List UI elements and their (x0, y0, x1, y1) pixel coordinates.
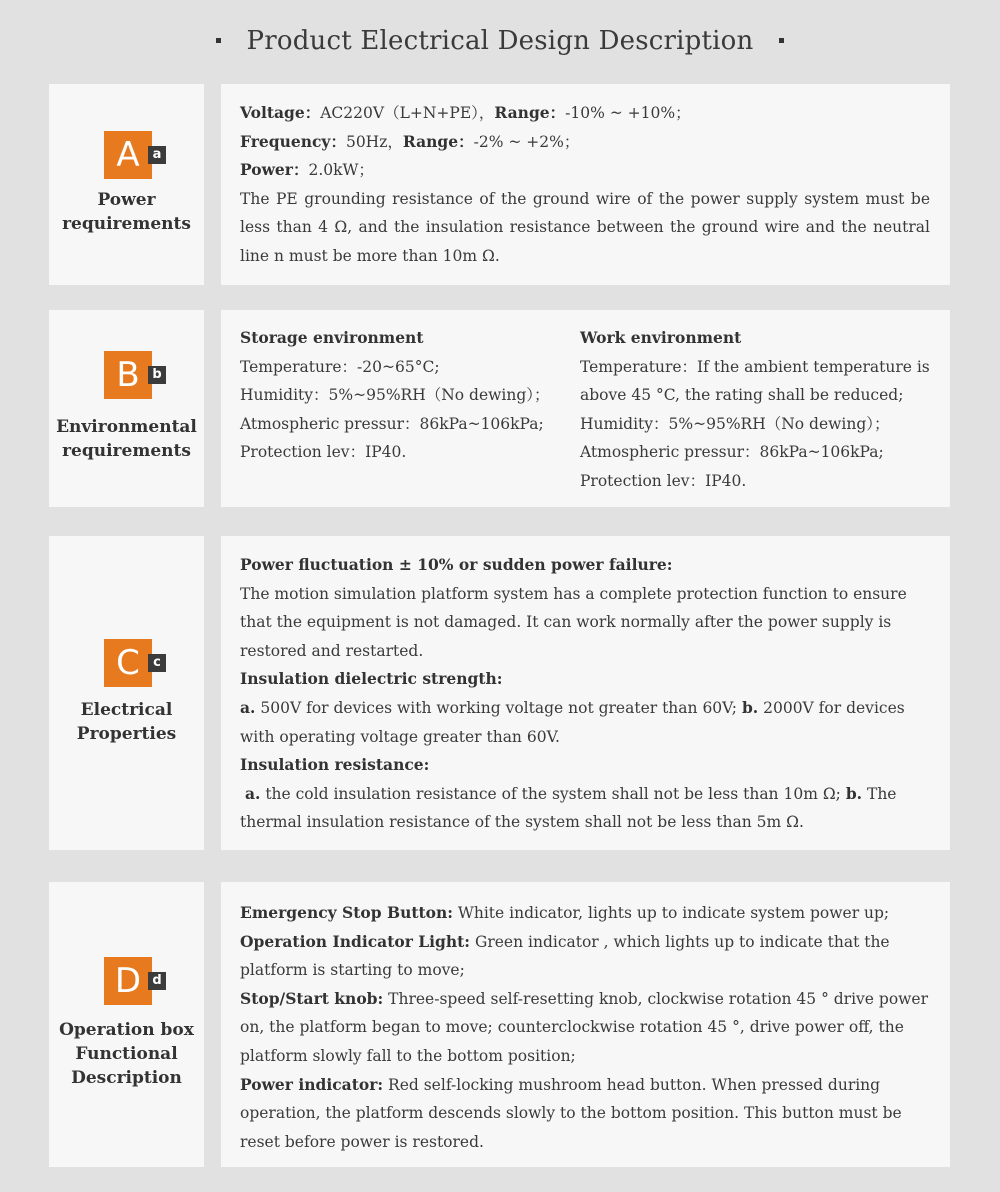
page-title (0, 26, 1000, 66)
badge-subletter: a (148, 146, 166, 164)
insulation-heading: Insulation resistance: (240, 755, 430, 775)
section-b-label: Environmental requirements (56, 417, 197, 461)
work-environment: Work environment Temperature：If the ambient temperature is above 45 °C, the rating shall be reduced; Humidity：5%~95%RH（No dewing）； Atmospheric pressur：86kPa~106kPa; Protection lev：IP40. (580, 324, 930, 496)
section-b-label-card (49, 310, 204, 507)
section-d-badge-icon (104, 957, 162, 1005)
power-indicator-item: Power indicator: Red self-locking mushroom head button. When pressed during operation, the platform descends slowly to the bottom position. This button must be reset before power is restored. (240, 1074, 902, 1151)
section-c-content (221, 536, 950, 850)
section-b-badge-icon (104, 351, 162, 399)
insulation-text: a. the cold insulation resistance of the system shall not be less than 10m Ω; b. The thermal insulation resistance of the system shall not be less than 5m Ω. (240, 783, 897, 832)
section-b-content (221, 310, 950, 507)
section-a-badge-icon (104, 131, 162, 179)
page-title-text: Product Electrical Design Description (246, 26, 754, 56)
operation-indicator-item: Operation Indicator Light: Green indicator , which lights up to indicate that the platform is starting to move; (240, 931, 890, 980)
emergency-stop-item: Emergency Stop Button: White indicator, lights up to indicate system power up; (240, 903, 890, 922)
badge-letter: B (104, 351, 152, 399)
badge-letter: D (104, 957, 152, 1005)
section-c-label: Electrical Properties (76, 700, 177, 744)
power-fluctuation-text: The motion simulation platform system has a complete protection function to ensure that the equipment is not damaged. It can work normally after the power supply is restored and restarted. (240, 584, 907, 660)
section-a-content (221, 84, 950, 285)
section-a-label: Power requirements (62, 190, 191, 234)
dielectric-heading: Insulation dielectric strength: (240, 669, 503, 689)
section-c-label-card (49, 536, 204, 850)
storage-environment: Storage environment Temperature：-20~65°C; Humidity：5%~95%RH（No dewing）； Atmospheric pressur：86kPa~106kPa; Protection lev：IP40. (240, 324, 580, 496)
power-fluctuation-heading: Power fluctuation ± 10% or sudden power failure: (240, 555, 673, 574)
badge-subletter: c (148, 654, 166, 672)
section-c-badge-icon (104, 639, 162, 687)
storage-heading: Storage environment (240, 328, 424, 347)
badge-subletter: d (148, 972, 166, 990)
stop-start-knob-item: Stop/Start knob: Three-speed self-resetting knob, clockwise rotation 45 ° drive power on, the platform began to move; counterclockwise rotation 45 °, drive power off, the platform slowly fall to the bottom position; (240, 988, 929, 1065)
section-d-label-card (49, 882, 204, 1167)
voltage-line: Voltage：AC220V（L+N+PE），Range：-10% ~ +10%； (240, 103, 691, 122)
work-heading: Work environment (580, 328, 742, 347)
title-bullet-left (216, 38, 221, 43)
dielectric-text: a. 500V for devices with working voltage not greater than 60V; b. 2000V for devices with operating voltage greater than 60V. (240, 697, 905, 746)
badge-subletter: b (148, 366, 166, 384)
title-bullet-right (779, 38, 784, 43)
badge-letter: C (104, 639, 152, 687)
grounding-paragraph: The PE grounding resistance of the ground wire of the power supply system must be less than 4 Ω, and the insulation resistance between the ground wire and the neutral line n must be more than 10m Ω. (240, 189, 930, 265)
section-d-content (221, 882, 950, 1167)
power-line: Power：2.0kW； (240, 160, 374, 180)
frequency-line: Frequency：50Hz，Range：-2% ~ +2%； (240, 131, 580, 151)
badge-letter: A (104, 131, 152, 179)
section-d-label: Operation box Functional Description (59, 1020, 194, 1088)
section-a-label-card (49, 84, 204, 285)
